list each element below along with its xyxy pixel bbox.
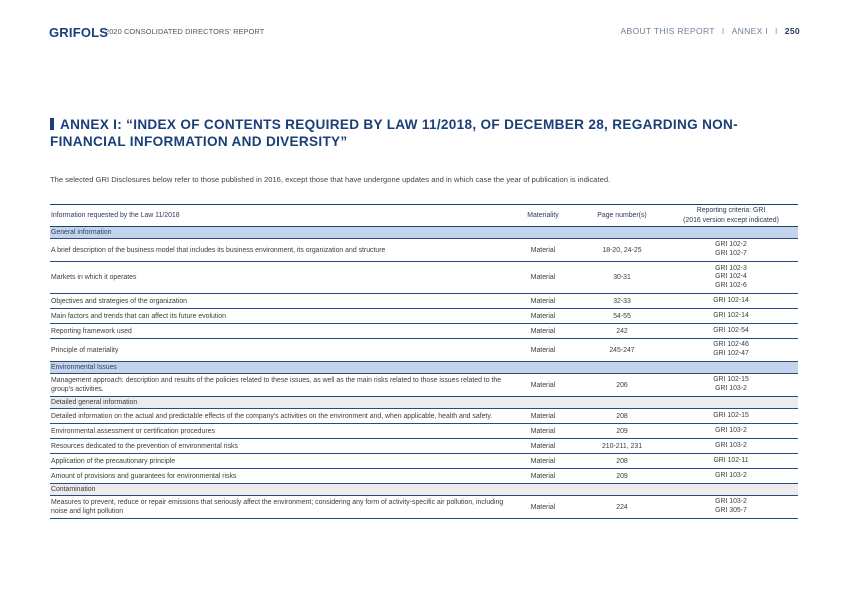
row-materiality: Material (530, 274, 556, 281)
row-materiality: Material (530, 312, 556, 320)
annex-title (50, 116, 810, 150)
row-pages: 206 (616, 381, 628, 389)
table-row (50, 239, 798, 262)
column-header-criteria (664, 205, 798, 226)
row-pages: 210-211, 231 (601, 442, 643, 450)
table-row (50, 309, 798, 324)
annex-title-text: ANNEX I: “INDEX OF CONTENTS REQUIRED BY LAW 11/2018, OF DECEMBER 28, REGARDING NON-FINANCIAL INFORMATION AND DIVERSITY” (50, 117, 739, 149)
row-gri (664, 339, 798, 361)
gri-code: GRI 102-47 (713, 350, 749, 357)
row-info: Principle of materiality (51, 346, 119, 354)
row-gri: GRI 102-54 (713, 326, 749, 334)
table-row (50, 469, 798, 484)
row-info: Environmental assessment or certification procedures (51, 427, 215, 435)
category-contamination: Contamination (50, 484, 798, 496)
table-header (50, 204, 798, 227)
row-info: Detailed information on the actual and predictable effects of the company's activities on the environment and, when applicable, health and safety. (51, 412, 493, 420)
gri-code: GRI 102-3 (715, 264, 747, 272)
row-info: Main factors and trends that can affect its future evolution (51, 312, 226, 320)
table-row (50, 439, 798, 454)
table-row (50, 339, 798, 362)
category-general: General information (50, 227, 798, 239)
row-materiality: Material (530, 246, 556, 254)
grifols-logo: GRIFOLS (49, 25, 109, 40)
gri-code: GRI 305-7 (715, 507, 747, 514)
row-pages: 209 (616, 472, 628, 480)
row-materiality: Material (530, 442, 556, 450)
row-info: Reporting framework used (51, 327, 132, 335)
gri-code: GRI 102-7 (715, 250, 747, 257)
row-materiality: Material (530, 412, 556, 420)
row-gri: GRI 102-11 (713, 456, 749, 464)
row-pages: 54-55 (613, 312, 631, 320)
row-info: Resources dedicated to the prevention of environmental risks (51, 442, 238, 450)
title-bar-marker (50, 118, 54, 130)
row-info: Measures to prevent, reduce or repair emissions that seriously affect the environment; considering any form of activity-specific air pollution, including noise and light pollution (51, 499, 504, 515)
row-materiality: Material (530, 457, 556, 465)
criteria-line: Reporting criteria: GRI (696, 207, 766, 215)
table-row (50, 262, 798, 294)
column-header-pages: Page number(s) (597, 212, 647, 219)
row-info: Application of the precautionary principle (51, 457, 176, 465)
table-row (50, 324, 798, 339)
row-info: Management approach: description and results of the policies related to these issues, as well as the main risks related to those issues related to the group's activities. (51, 377, 502, 393)
row-info: Markets in which it operates (51, 274, 137, 281)
row-gri: GRI 103-2 (715, 471, 747, 479)
row-pages: 208 (616, 412, 628, 420)
row-gri (664, 496, 798, 518)
row-gri (664, 374, 798, 396)
row-pages: 224 (616, 503, 628, 511)
row-gri: GRI 103-2 (715, 441, 747, 449)
separator: I (775, 26, 778, 36)
row-gri (664, 239, 798, 261)
row-info: Objectives and strategies of the organization (51, 297, 187, 305)
table-row (50, 409, 798, 424)
column-header-materiality: Materiality (527, 212, 559, 219)
column-header-info: Information requested by the Law 11/2018 (51, 212, 180, 219)
table-row (50, 454, 798, 469)
row-materiality: Material (530, 381, 556, 389)
row-materiality: Material (530, 503, 556, 511)
row-pages: 245-247 (609, 346, 635, 354)
row-gri: GRI 102-14 (713, 311, 749, 319)
row-gri (664, 262, 798, 293)
page-header (49, 24, 800, 40)
row-pages: 32-33 (613, 297, 631, 305)
row-pages: 18-20, 24-25 (602, 246, 642, 254)
gri-code: GRI 102-6 (715, 281, 747, 289)
row-gri: GRI 102-15 (713, 411, 749, 419)
row-pages: 209 (616, 427, 628, 435)
header-breadcrumb (620, 26, 800, 36)
page-number: 250 (784, 26, 800, 36)
category-environmental: Environmental Issues (50, 362, 798, 374)
row-materiality: Material (530, 427, 556, 435)
gri-code: GRI 102-4 (715, 273, 747, 281)
gri-code: GRI 102-46 (713, 341, 749, 349)
intro-text: The selected GRI Disclosures below refer to those published in 2016, except those that have undergone updates and in which case the year of publication is indicated. (50, 175, 611, 184)
separator: I (721, 26, 725, 36)
category-detailed: Detailed general information (50, 397, 798, 409)
content-index-table (50, 204, 798, 519)
gri-code: GRI 102-2 (715, 241, 747, 249)
gri-code: GRI 102-15 (713, 376, 749, 384)
table-row (50, 424, 798, 439)
gri-code: GRI 103-2 (715, 385, 747, 392)
row-pages: 242 (616, 327, 628, 335)
row-materiality: Material (530, 346, 556, 354)
report-title: 2020 CONSOLIDATED DIRECTORS' REPORT (105, 27, 265, 36)
row-materiality: Material (530, 472, 556, 480)
row-materiality: Material (530, 297, 556, 305)
criteria-line: (2016 version except indicated) (683, 216, 779, 224)
table-row (50, 294, 798, 309)
annex-label: ANNEX I (731, 26, 769, 36)
row-gri: GRI 103-2 (715, 426, 747, 434)
row-gri: GRI 102-14 (713, 296, 749, 304)
table-row (50, 374, 798, 397)
row-pages: 208 (616, 457, 628, 465)
row-pages: 30-31 (613, 274, 631, 281)
table-row (50, 496, 798, 519)
row-info: A brief description of the business model that includes its business environment, its organization and structure (51, 246, 386, 254)
row-materiality: Material (530, 327, 556, 335)
section-label: ABOUT THIS REPORT (620, 26, 715, 36)
gri-code: GRI 103-2 (715, 498, 747, 506)
row-info: Amount of provisions and guarantees for environmental risks (51, 472, 237, 480)
